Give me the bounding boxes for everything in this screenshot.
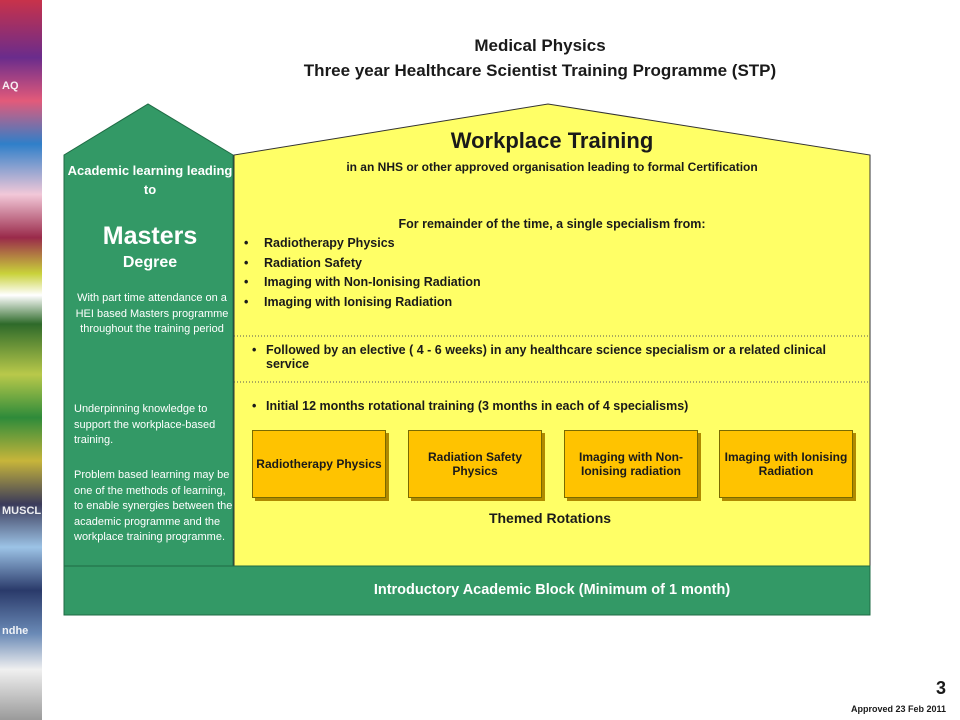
masters-heading: Masters	[102, 222, 198, 250]
page-number: 3	[935, 678, 946, 698]
intro-block-label: Introductory Academic Block (Minimum of 1 month)	[373, 582, 731, 598]
initial-training-text	[252, 399, 862, 413]
bullet-icon: •	[244, 275, 249, 289]
bullet-icon: •	[244, 255, 249, 270]
rotation-box-radiation-safety: Radiation Safety Physics	[408, 430, 542, 498]
part-time-text: With part time attendance on a HEI based Masters programme throughout the training period	[75, 292, 229, 335]
specialism-label: Imaging with Ionising Radiation	[264, 294, 453, 309]
approved-date: Approved 23 Feb 2011	[850, 704, 946, 714]
bullet-icon: •	[252, 343, 257, 357]
elective-text	[252, 343, 842, 371]
elective-label: Followed by an elective ( 4 - 6 weeks) in any healthcare science specialism or a related clinical service	[266, 343, 826, 371]
rotation-box-non-ionising: Imaging with Non-Ionising radiation	[564, 430, 698, 498]
strip-text: MUSCL	[2, 505, 42, 517]
workplace-subtitle: in an NHS or other approved organisation leading to formal Certification	[346, 160, 758, 174]
list-item	[244, 234, 481, 254]
bullet-icon: •	[252, 399, 257, 413]
themed-rotations-label: Themed Rotations	[488, 510, 612, 526]
remainder-heading: For remainder of the time, a single specialism from:	[398, 217, 706, 231]
specialism-label: Radiation Safety	[264, 255, 362, 270]
title-line-1: Medical Physics	[474, 36, 606, 55]
specialism-label: Imaging with Non-Ionising Radiation	[264, 275, 481, 289]
rotation-box-ionising: Imaging with Ionising Radiation	[719, 430, 853, 498]
degree-label: Degree	[122, 254, 178, 271]
problem-based-text: Problem based learning may be one of the methods of learning, to enable synergies between the academic programme and the workplace training programme.	[74, 469, 233, 543]
bullet-icon: •	[244, 236, 249, 250]
list-item	[244, 273, 481, 293]
strip-text: ndhe	[2, 625, 29, 637]
initial-label: Initial 12 months rotational training (3 months in each of 4 specialisms)	[266, 399, 689, 413]
strip-text: AQ	[2, 80, 19, 92]
academic-learning-label: Academic learning leading to	[67, 163, 233, 197]
underpinning-text: Underpinning knowledge to support the workplace-based training.	[74, 403, 216, 446]
specialism-label: Radiotherapy Physics	[264, 236, 395, 250]
workplace-title: Workplace Training	[450, 128, 654, 153]
bullet-icon: •	[244, 294, 249, 309]
title-line-2: Three year Healthcare Scientist Training Programme (STP)	[303, 61, 777, 80]
specialism-list	[244, 234, 481, 312]
list-item	[244, 254, 481, 274]
rotation-box-radiotherapy: Radiotherapy Physics	[252, 430, 386, 498]
list-item	[244, 293, 481, 313]
